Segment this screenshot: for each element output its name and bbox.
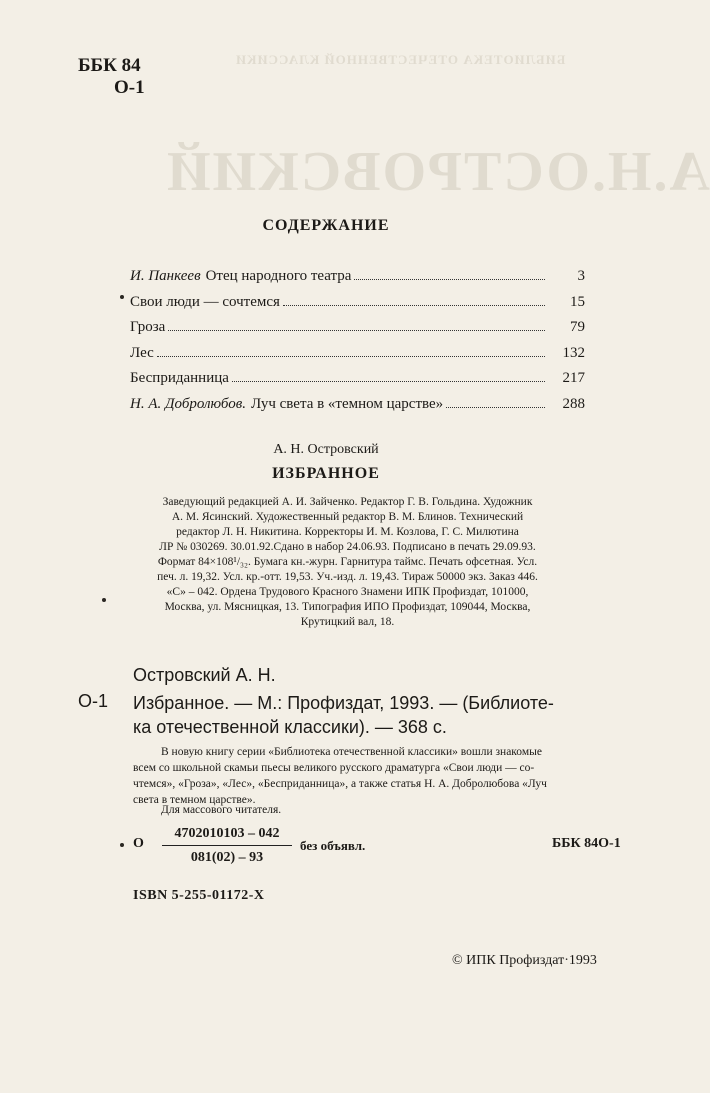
imprint-line: Формат 84×108¹/₃₂. Бумага кн.-журн. Гарнитура таймс. Печать офсетная. Усл. — [157, 556, 538, 568]
imprint-line: ЛР № 030269. 30.01.92.Сдано в набор 24.06.93. Подписано в печать 29.09.93. — [159, 541, 536, 553]
toc-leader-dots — [283, 305, 545, 306]
annotation — [133, 744, 608, 808]
fraction-denominator: 081(02) – 93 — [190, 850, 264, 865]
print-speck — [120, 295, 124, 299]
toc-entry-page: 217 — [562, 370, 585, 386]
toc-entry-author: Н. А. Добролюбов. — [130, 395, 247, 412]
toc-entry — [130, 370, 585, 396]
copyright: © ИПК Профиздат·1993 — [452, 953, 597, 968]
annotation-line: всем со школьной скамьи пьесы великого русского драматурга «Свои люди — со- — [133, 762, 535, 774]
imprint-line: «С» – 042. Ордена Трудового Красного Знамени ИПК Профиздат, 101000, — [166, 586, 529, 598]
toc-entry-title: Гроза — [130, 319, 166, 335]
toc-entry — [130, 268, 585, 294]
annotation-line: В новую книгу серии «Библиотека отечественной классики» вошли знакомые — [161, 746, 542, 758]
imprint-line: Крутицкий вал, 18. — [300, 616, 395, 628]
toc-entry-title: Луч света в «темном царстве» — [251, 395, 444, 412]
imprint-line: А. М. Ясинский. Художественный редактор В. М. Блинов. Технический — [171, 511, 524, 523]
toc-leader-dots — [168, 330, 545, 331]
toc-entry-author: И. Панкеев — [130, 268, 201, 284]
audience-note: Для массового читателя. — [161, 804, 282, 816]
catalog-description-line: Избранное. — М.: Профиздат, 1993. — (Библиоте- — [133, 693, 554, 713]
toc-entry-page: 15 — [570, 293, 585, 310]
annotation-line: чтемся», «Гроза», «Лес», «Бесприданница», а также статья Н. А. Добролюбова «Луч — [133, 778, 547, 790]
author-mark: О-1 — [114, 77, 145, 98]
toc-entry — [130, 396, 585, 422]
author-name: А. Н. Островский — [273, 442, 379, 457]
table-of-contents — [130, 268, 585, 421]
bbk-index-bottom: ББК 84О-1 — [552, 836, 621, 851]
imprint-line: Заведующий редакцией А. И. Зайченко. Редактор Г. В. Гольдина. Художник — [162, 496, 533, 508]
print-speck — [102, 598, 106, 602]
toc-entry — [130, 345, 585, 371]
annotation-line: света в темном царстве». — [133, 794, 256, 806]
toc-entry — [130, 319, 585, 345]
toc-entry-title: Лес — [130, 344, 154, 361]
isbn: ISBN 5-255-01172-X — [133, 888, 265, 903]
classification-fraction — [162, 826, 292, 866]
catalog-description — [133, 691, 618, 739]
toc-entry-page: 288 — [562, 395, 585, 412]
toc-leader-dots — [354, 279, 545, 280]
imprint-line: печ. л. 19,32. Усл. кр.-отт. 19,53. Уч.-изд. л. 19,43. Тираж 50000 экз. Заказ 446. — [157, 571, 538, 583]
toc-entry-title: Отец народного театра — [205, 268, 352, 284]
bleed-through-decoration: А.Н.ОСТРОВСКИЙ — [165, 141, 710, 203]
toc-entry-page: 79 — [570, 319, 585, 335]
fraction-numerator: 4702010103 – 042 — [162, 826, 292, 846]
book-title: ИЗБРАННОЕ — [272, 465, 380, 482]
toc-entry-title: Бесприданница — [130, 370, 229, 386]
imprint-block — [110, 495, 585, 630]
toc-entry-page: 132 — [562, 344, 585, 361]
bleed-through-decoration: БИБЛИОТЕКА ОТЕЧЕСТВЕННОЙ КЛАССИКИ — [235, 52, 566, 67]
imprint-line: Москва, ул. Мясницкая, 13. Типография ИПО Профиздат, 109044, Москва, — [164, 601, 531, 613]
code-letter: О — [133, 836, 144, 851]
toc-entry-page: 3 — [577, 268, 585, 284]
bbk-index-top — [78, 55, 145, 99]
print-speck — [120, 843, 124, 847]
bbk-code: ББК 84 — [78, 55, 141, 76]
imprint-line: редактор Л. Н. Никитина. Корректоры И. М. Козлова, Г. С. Милютина — [176, 526, 519, 538]
toc-entry — [130, 294, 585, 320]
toc-leader-dots — [232, 381, 545, 382]
toc-entry-title: Свои люди — сочтемся — [130, 293, 280, 310]
catalog-author: Островский А. Н. — [133, 665, 276, 685]
toc-leader-dots — [446, 407, 545, 408]
toc-leader-dots — [157, 356, 545, 357]
toc-title: СОДЕРЖАНИЕ — [262, 217, 390, 234]
catalog-mark: О-1 — [78, 691, 109, 711]
catalog-description-line: ка отечественной классики). — 368 с. — [133, 717, 447, 737]
no-announcement-note: без объявл. — [300, 838, 366, 853]
